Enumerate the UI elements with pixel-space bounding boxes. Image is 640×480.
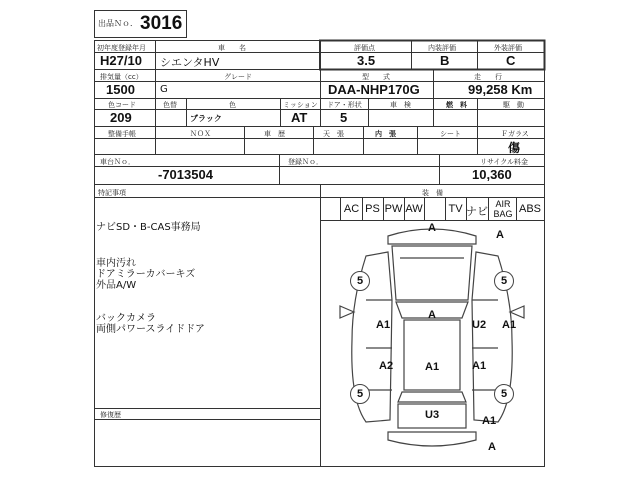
score-header: 評価点 [354, 44, 375, 52]
damage-hood: A [428, 309, 436, 321]
mission-value: AT [291, 110, 308, 125]
equip-abs: ABS [518, 203, 541, 215]
interior-header: 内装評価 [428, 44, 456, 52]
tire-front-left: 5 [350, 271, 370, 291]
displacement-value: 1500 [106, 82, 135, 97]
remark-line-5: バックカメラ [96, 313, 156, 324]
fuel-header: 燃 料 [446, 101, 467, 109]
remark-line-6: 両側パワースライドドア [96, 324, 205, 335]
history-header: 車 歴 [264, 130, 285, 138]
equip-ps: PS [365, 203, 380, 215]
displacement-header: 排気量（cc） [100, 73, 143, 81]
interior-value: B [440, 53, 450, 68]
ceiling-header: 天 張 [323, 130, 344, 138]
lot-number: 3016 [140, 13, 183, 34]
color-code-value: 209 [110, 110, 132, 125]
registration-header: 登録Ｎｏ． [288, 158, 323, 166]
damage-right-front-u2: U2 [472, 319, 487, 331]
interior-trim-header: 内 張 [375, 130, 396, 138]
remarks-header: 特記事項 [98, 189, 126, 197]
chassis-header: 車台Ｎｏ． [100, 158, 135, 166]
damage-front-right: A [496, 229, 504, 241]
damage-rear-corner: A [488, 441, 496, 453]
car-name-value: シエンタHV [160, 56, 220, 69]
door-shape-header: ドア・形状 [327, 101, 362, 109]
grade-value: G [160, 84, 168, 95]
nox-header: ＮＯＸ [190, 130, 211, 138]
exterior-header: 外装評価 [494, 44, 522, 52]
tire-rear-right: 5 [494, 384, 514, 404]
chassis-value: -7013504 [158, 167, 213, 182]
damage-left-front: A1 [376, 319, 391, 331]
fglass-value: 傷 [508, 141, 521, 155]
score-value: 3.5 [357, 53, 376, 68]
model-value: DAA-NHP170G [328, 82, 420, 97]
damage-front-bumper: A [428, 222, 436, 234]
fglass-header: Ｆガラス [501, 130, 529, 138]
drive-header: 駆 動 [503, 101, 524, 109]
seat-header: シート [440, 130, 461, 138]
equip-pw: PW [384, 203, 403, 215]
maintenance-header: 整備手帳 [108, 130, 136, 138]
damage-rear-right: A1 [482, 415, 497, 427]
recycle-value: 10,360 [472, 167, 512, 182]
mission-header: ミッション [283, 101, 318, 109]
inspection-header: 車 検 [390, 101, 411, 109]
color-change-header: 色替 [163, 101, 177, 109]
equip-airbag: AIR BAG [493, 199, 513, 219]
mileage-header: 走 行 [474, 73, 502, 81]
equipment-header: 装 備 [422, 189, 443, 197]
damage-left-rear: A2 [379, 360, 394, 372]
tire-rear-left: 5 [350, 384, 370, 404]
recycle-header: リサイクル料金 [480, 158, 529, 166]
reg-year-header: 初年度登録年月 [97, 44, 146, 52]
damage-roof: A1 [425, 361, 440, 373]
grade-header: グレード [224, 73, 252, 81]
color-code-header: 色コード [108, 101, 136, 109]
color-value: ブラック [190, 114, 222, 123]
car-name-header: 車 名 [218, 44, 246, 52]
remark-line-1: ナビSD・B-CAS事務局 [96, 222, 201, 233]
remark-line-3: ドアミラーカバーキズ [96, 269, 196, 280]
damage-right-rear: A1 [472, 360, 487, 372]
damage-rear-hatch: U3 [425, 409, 440, 421]
equip-tv: TV [448, 203, 463, 215]
remark-line-4: 外品A/W [96, 280, 137, 291]
mileage-value: 99,258 Km [468, 82, 533, 97]
reg-year-value: H27/10 [100, 53, 142, 68]
lot-label: 出品Ｎｏ． [98, 19, 138, 28]
damage-right-front-a1: A1 [502, 319, 517, 331]
equip-navi: ナビ [466, 206, 488, 218]
tire-front-right: 5 [494, 271, 514, 291]
equip-ac: AC [343, 203, 360, 215]
repair-header: 修復歴 [100, 411, 121, 419]
remark-line-2: 車内汚れ [96, 258, 136, 269]
model-header: 型 式 [362, 73, 390, 81]
exterior-value: C [506, 53, 516, 68]
door-value: 5 [340, 110, 348, 125]
color-header: 色 [229, 101, 236, 109]
equip-aw: AW [405, 203, 423, 215]
